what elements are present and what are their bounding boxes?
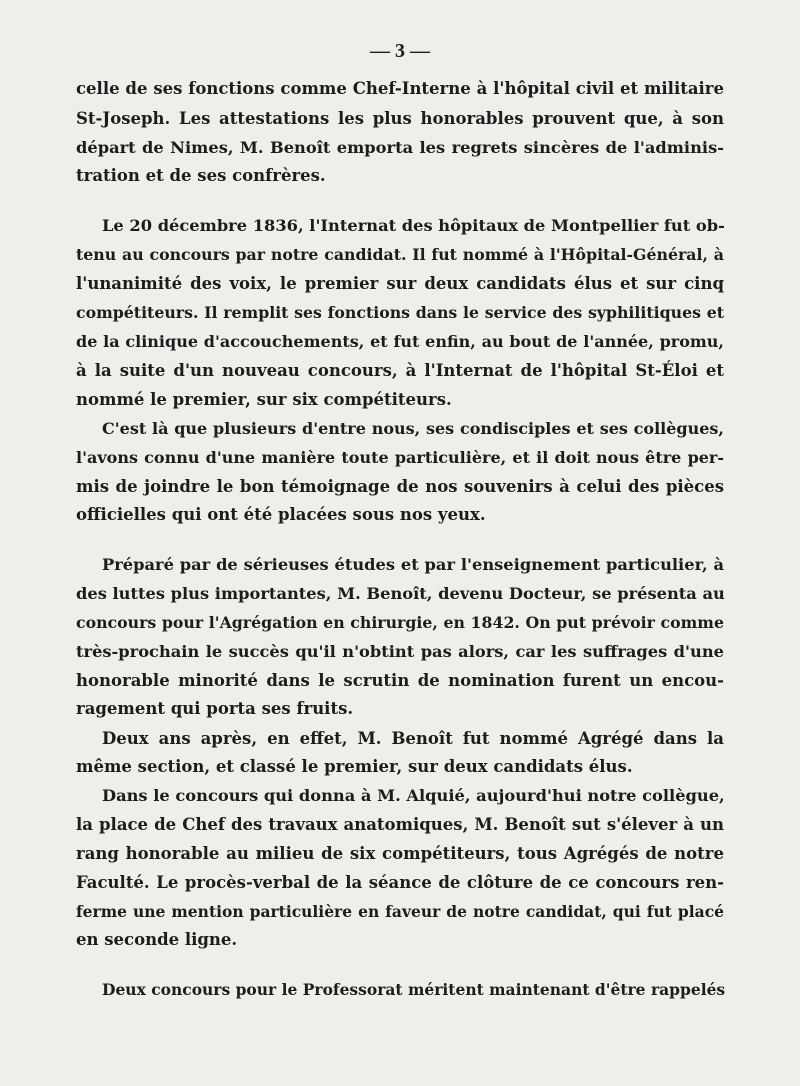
text-line: la place de Chef des travaux anatomiques, M. Benoît sut s'élever à un xyxy=(76,815,724,834)
text-line: très-prochain le succès qu'il n'obtint pas alors, car les suffrages d'une xyxy=(76,642,724,661)
text-line: départ de Nimes, M. Benoît emporta les regrets sincères de l'adminis- xyxy=(76,138,724,157)
text-line: ragement qui porta ses fruits. xyxy=(76,699,354,718)
text-line: concours pour l'Agrégation en chirurgie, en 1842. On put prévoir comme xyxy=(76,613,724,632)
text-line: l'unanimité des voix, le premier sur deux candidats élus et sur cinq xyxy=(76,274,724,293)
text-line: rang honorable au milieu de six compétiteurs, tous Agrégés de notre xyxy=(76,844,724,863)
text-line: tration et de ses confrères. xyxy=(76,166,326,185)
text-line: en seconde ligne. xyxy=(76,930,238,949)
text-line: nommé le premier, sur six compétiteurs. xyxy=(76,390,452,409)
text-line: tenu au concours par notre candidat. Il fut nommé à l'Hôpital-Général, à xyxy=(76,245,724,264)
text-line: Faculté. Le procès-verbal de la séance de clôture de ce concours ren- xyxy=(76,873,724,892)
text-line: compétiteurs. Il remplit ses fonctions dans le service des syphilitiques et xyxy=(76,303,724,322)
page-number: — 3 — xyxy=(370,40,430,62)
text-line: Préparé par de sérieuses études et par l'enseignement particulier, à xyxy=(102,555,724,574)
text-line: Dans le concours qui donna à M. Alquié, aujourd'hui notre collègue, xyxy=(102,786,725,805)
text-line: à la suite d'un nouveau concours, à l'Internat de l'hôpital St-Éloi et xyxy=(76,361,724,380)
text-line: l'avons connu d'une manière toute particulière, et il doit nous être per- xyxy=(76,448,724,467)
text-line: des luttes plus importantes, M. Benoît, devenu Docteur, se présenta au xyxy=(76,584,725,603)
text-line: ferme une mention particulière en faveur de notre candidat, qui fut placé xyxy=(76,902,724,921)
text-line: Le 20 décembre 1836, l'Internat des hôpitaux de Montpellier fut ob- xyxy=(102,216,725,235)
text-line: de la clinique d'accouchements, et fut enfin, au bout de l'année, promu, xyxy=(76,332,724,351)
text-line: celle de ses fonctions comme Chef-Interne à l'hôpital civil et militaire xyxy=(76,79,724,98)
text-line: mis de joindre le bon témoignage de nos souvenirs à celui des pièces xyxy=(76,477,724,496)
text-line: officielles qui ont été placées sous nos yeux. xyxy=(76,505,486,524)
text-line: C'est là que plusieurs d'entre nous, ses condisciples et ses collègues, xyxy=(102,419,724,438)
text-line: honorable minorité dans le scrutin de nomination furent un encou- xyxy=(76,671,724,690)
text-line: St-Joseph. Les attestations les plus honorables prouvent que, à son xyxy=(76,109,724,128)
text-line: même section, et classé le premier, sur deux candidats élus. xyxy=(76,757,633,776)
text-line: Deux ans après, en effet, M. Benoît fut nommé Agrégé dans la xyxy=(102,729,724,748)
text-line: Deux concours pour le Professorat méritent maintenant d'être rappelés xyxy=(102,980,726,999)
